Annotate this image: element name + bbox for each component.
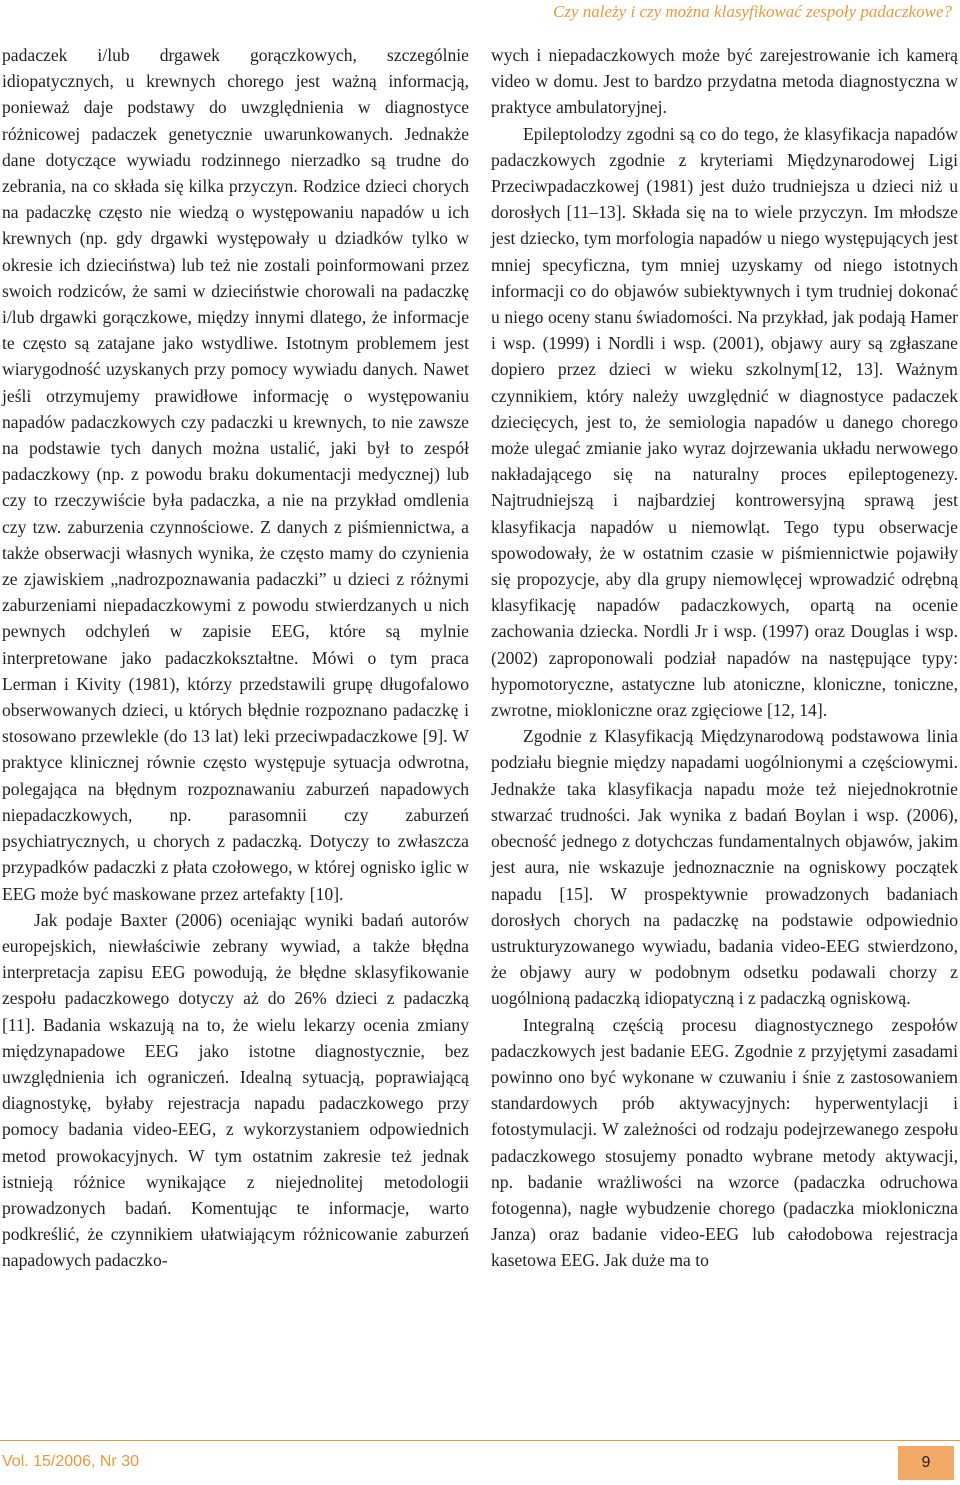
paragraph: Integralną częścią procesu diagnostycznego zespołów padaczkowych jest badanie EEG. Zgodnie z przyjętymi zasadami powinno ono być wykonane w czuwaniu i śnie z zastosowaniem standardowych prób aktywacyjnych: hyperwentylacji i fotostymulacji. W zależności od rodzaju podejrzewanego zespołu padaczkowego stosujemy ponadto wybrane metody aktywacji, np. badanie wrażliwości na wzorce (padaczka odruchowa fotogenna), nagłe wybudzenie chorego (padaczka miokloniczna Janza) oraz badanie video-EEG lub całodobowa rejestracja kasetowa EEG. Jak duże ma to	[491, 1014, 958, 1271]
paragraph: padaczek i/lub drgawek gorączkowych, szczególnie idiopatycznych, u krewnych chorego jest ważną informacją, ponieważ daje podstawy do uwzględnienia w diagnostyce różnicowej padaczek genetycznie uwarunkowanych. Jednakże dane dotyczące wywiadu rodzinnego nierzadko są trudne do zebrania, na co składa się kilka przyczyn. Rodzice dzieci chorych na padaczkę często nie wiedzą o występowaniu napadów u ich krewnych (np. gdy drgawki występowały u dziadków tylko w okresie ich dzieciństwa) lub też nie zostali poinformowani przez swoich rodziców, że sami w dzieciństwie chorowali na padaczkę i/lub drgawki gorączkowe, między innymi dlatego, że informacje te często są zatajane jako wstydliwe. Istotnym problemem jest wiarygodność uzyskanych przy pomocy wywiadu danych. Nawet jeśli otrzymujemy prawidłowe informację o występowaniu napadów padaczkowych czy padaczki u krewnych, to nie zawsze na podstawie tych danych można ustalić, jaki był to zespół padaczkowy (np. z powodu braku dokumentacji medycznej) lub czy to rzeczywiście była padaczka, a nie na przykład omdlenia czy tzw. zaburzenia czynnościowe. Z danych z piśmiennictwa, a także obserwacji własnych wynika, że często mamy do czynienia ze zjawiskiem „nadrozpoznawania padaczki” u dzieci z różnymi zaburzeniami niepadaczkowymi z powodu stwierdzanych u nich pewnych odchyleń w zapisie EEG, które są mylnie interpretowane jako padaczkokształtne. Mówi o tym praca Lerman i Kivity (1981), którzy przedstawili grupę długofalowo obserwowanych dzieci, u których błędnie rozpoznano padaczkę i stosowano przewlekle (do 13 lat) leki przeciwpadaczkowe [9]. W praktyce klinicznej równie często występuje sytuacja odwrotna, polegająca na błędnym rozpoznawaniu zaburzeń napadowych niepadaczkowych, np. parasomnii czy zaburzeń psychiatrycznych, u chorych z padaczką. Dotyczy to zwłaszcza przypadków padaczki z płata czołowego, w której ognisko iglic w EEG może być maskowane przez artefakty [10].	[2, 45, 469, 904]
paragraph: Epileptolodzy zgodni są co do tego, że klasyfikacja napadów padaczkowych zgodnie z kryteriami Międzynarodowej Ligi Przeciwpadaczkowej (1981) jest dużo trudniejsza u dzieci niż u dorosłych [11–13]. Składa się na to wiele przyczyn. Im młodsze jest dziecko, tym morfologia napadów u niego występujących jest mniej specyficzna, tym mniej uzyskamy od niego istotnych informacji co do objawów subiektywnych i tym trudniej dokonać u niego oceny stanu świadomości. Na przykład, jak podają Hamer i wsp. (1999) i Nordli i wsp. (2001), objawy aury są zgłaszane dopiero przez dzieci w wieku szkolnym[12, 13]. Ważnym czynnikiem, który należy uwzględnić w diagnostyce padaczek dziecięcych, jest to, że semiologia napadów u danego chorego może ulegać zmianie jako wyraz dojrzewania układu nerwowego nakładającego się na naturalny proces epileptogenezy. Najtrudniejszą i najbardziej kontrowersyjną sprawą jest klasyfikacja napadów u niemowląt. Tego typu obserwacje spowodowały, że w ostatnim czasie w piśmiennictwie pojawiły się propozycje, aby dla grupy niemowlęcej wprowadzić odrębną klasyfikację napadów padaczkowych, opartą na ocenie zachowania dziecka. Nordli Jr i wsp. (1997) oraz Douglas i wsp. (2002) zaproponowali podział napadów na następujące typy: hypomotoryczne, astatyczne lub atoniczne, kloniczne, toniczne, zwrotne, miokloniczne oraz zgięciowe [12, 14].	[491, 123, 958, 721]
page-number: 9	[898, 1446, 954, 1480]
paragraph: Jak podaje Baxter (2006) oceniając wyniki badań autorów europejskich, niewłaściwie zebrany wywiad, a także błędna interpretacja zapisu EEG powodują, że błędne sklasyfikowanie zespołu padaczkowego dotyczy aż do 26% dzieci z padaczką [11]. Badania wskazują na to, że wielu lekarzy ocenia zmiany międzynapadowe EEG jako istotne diagnostycznie, bez uwzględnienia ich ograniczeń. Idealną sytuacją, poprawiającą diagnostykę, byłaby rejestracja napadu padaczkowego przy pomocy badania video-EEG, z wykorzystaniem odpowiednich metod prowokacyjnych. W tym ostatnim zakresie też jednak istnieją różnice wynikające z niejednolitej metodologii prowadzonych badań. Komentując te informacje, warto podkreślić, że czynnikiem ułatwiającym różnicowanie zaburzeń napadowych padaczko-	[2, 909, 469, 1271]
paragraph: Zgodnie z Klasyfikacją Międzynarodową podstawowa linia podziału biegnie między napadami uogólnionymi a częściowymi. Jednakże taka klasyfikacja napadu może też niejednokrotnie stwarzać trudności. Jak wynika z badań Boylan i wsp. (2006), obecność jednego z dotychczas fundamentalnych objawów, jakim jest aura, nie wskazuje jednoznacznie na ogniskowy początek napadu [15]. W prospektywnie prowadzonych badaniach dorosłych chorych na padaczkę na podstawie odpowiednio ustrukturyzowanego wywiadu, badania video-EEG stwierdzono, że objawy aury w podobnym odsetku podawali chorzy z uogólnioną padaczką idiopatyczną i z padaczką ogniskową.	[491, 726, 958, 1009]
right-column	[491, 42, 958, 1274]
paragraph: wych i niepadaczkowych może być zarejestrowanie ich kamerą video w domu. Jest to bardzo przydatna metoda diagnostyczna w praktyce ambulatoryjnej.	[491, 45, 958, 118]
running-title: Czy należy i czy można klasyfikować zespoły padaczkowe?	[553, 2, 952, 21]
left-column	[2, 42, 469, 1274]
journal-volume: Vol. 15/2006, Nr 30	[2, 1453, 139, 1470]
footer-divider	[0, 1440, 960, 1441]
